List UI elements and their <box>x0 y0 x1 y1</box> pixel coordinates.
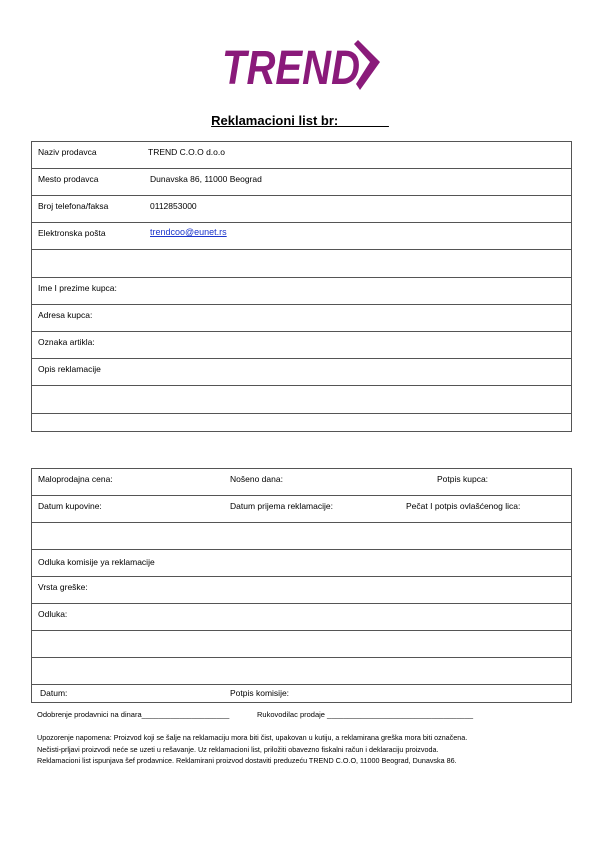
customer-address-label: Adresa kupca: <box>38 310 93 320</box>
seller-phone-value: 0112853000 <box>150 201 197 211</box>
seller-name-label: Naziv prodavca <box>38 147 97 157</box>
table-row-empty <box>32 631 571 658</box>
article-label: Oznaka artikla: <box>38 337 95 347</box>
purchase-date-label: Datum kupovine: <box>38 501 102 511</box>
table-row-empty <box>32 386 571 414</box>
sales-manager-line: Rukovodilac prodaje ___________________________________ <box>257 710 474 719</box>
table-row <box>32 604 571 631</box>
table-row <box>32 685 571 703</box>
table-row <box>32 469 571 496</box>
seller-name-value: TREND C.O.O d.o.o <box>148 147 225 157</box>
table-row <box>32 278 571 305</box>
table-row <box>32 223 571 250</box>
table-row-empty <box>32 250 571 278</box>
table-row <box>32 496 571 523</box>
defect-type-label: Vrsta greške: <box>38 582 88 592</box>
price-label: Maloprodajna cena: <box>38 474 113 484</box>
seller-customer-table <box>31 141 572 432</box>
table-row <box>32 196 571 223</box>
purchase-commission-table <box>31 468 572 703</box>
table-row <box>32 359 571 386</box>
notes-line-2: Nečisti-prljavi proizvodi neće se uzeti u rešavanje. Uz reklamacioni list, priložiti obavezno fiskalni račun i deklaraciju proizvoda. <box>37 744 439 754</box>
table-row <box>32 169 571 196</box>
table-row <box>32 305 571 332</box>
brought-date-label: Nošeno dana: <box>230 474 283 484</box>
table-row-empty <box>32 658 571 685</box>
table-row <box>32 332 571 359</box>
seller-phone-label: Broj telefona/faksa <box>38 201 109 211</box>
seller-place-value: Dunavska 86, 11000 Beograd <box>150 174 262 184</box>
received-date-label: Datum prijema reklamacije: <box>230 501 333 511</box>
form-title: Reklamacioni list br:_______ <box>211 113 389 128</box>
notes-block <box>37 732 567 767</box>
commission-date-label: Datum: <box>40 688 68 698</box>
commission-decision-title: Odluka komisije ya reklamacije <box>38 557 155 567</box>
notes-line-1: Upozorenje napomena: Proizvod koji se šalje na reklamaciju mora biti čist, upakovan u kutiju, a reklamirana greška mora biti označena. <box>37 733 468 742</box>
decision-label: Odluka: <box>38 609 68 619</box>
seller-place-label: Mesto prodavca <box>38 174 99 184</box>
customer-name-label: Ime I prezime kupca: <box>38 283 117 293</box>
table-row-empty <box>32 523 571 550</box>
seller-email-link[interactable]: trendcoo@eunet.rs <box>150 227 227 237</box>
description-label: Opis reklamacije <box>38 364 101 374</box>
trend-logo <box>220 34 382 94</box>
logo-text: TREND <box>222 42 360 94</box>
stamp-signature-label: Pečat I potpis ovlašćenog lica: <box>406 501 521 511</box>
table-row <box>32 550 571 577</box>
store-approval-line: Odobrenje prodavnici na dinara_____________________ <box>37 710 230 719</box>
notes-line-3: Reklamacioni list ispunjava šef prodavnice. Reklamirani proizvod dostaviti preduzeću TREND C.O.O, 11000 Beograd, Dunavska 86. <box>37 756 457 765</box>
seller-email-label: Elektronska pošta <box>38 228 106 238</box>
table-row-empty <box>32 414 571 432</box>
table-row <box>32 142 571 169</box>
commission-signature-label: Potpis komisije: <box>230 688 290 698</box>
table-row <box>32 577 571 604</box>
customer-signature-label: Potpis kupca: <box>437 474 489 484</box>
